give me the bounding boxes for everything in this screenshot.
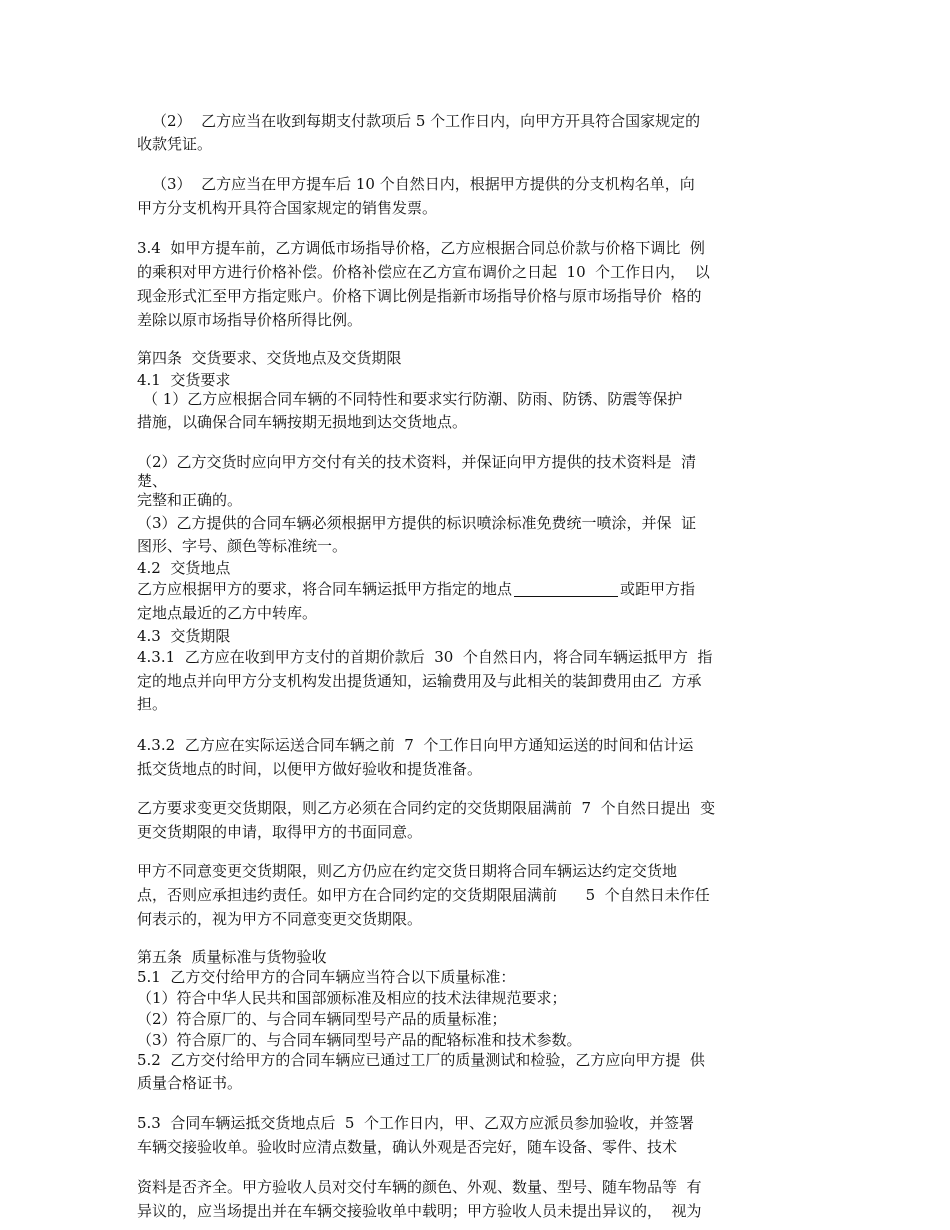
text-line: 4.3.2 乙方应在实际运送合同车辆之前 7 个工作日向甲方通知运送的时间和估计运 <box>137 736 694 754</box>
text-line: 5.3 合同车辆运抵交货地点后 5 个工作日内，甲、乙双方应派员参加验收，并签署 <box>137 1114 695 1132</box>
text-fragment: 或距甲方指 <box>620 580 696 598</box>
text-line: 收款凭证。 <box>137 135 213 153</box>
text-line: 4.3.1 乙方应在收到甲方支付的首期价款后 30 个自然日内，将合同车辆运抵甲方 指 <box>137 648 713 666</box>
text-line: 甲方分支机构开具符合国家规定的销售发票。 <box>137 199 438 217</box>
text-line: 图形、字号、颜色等标准统一。 <box>137 537 348 555</box>
text-line: （ 1）乙方应根据合同车辆的不同特性和要求实行防潮、防雨、防锈、防震等保护 <box>143 390 683 408</box>
text-fragment: 乙方应根据甲方的要求，将合同车辆运抵甲方指定的地点 <box>137 580 513 598</box>
text-line: 甲方不同意变更交货期限，则乙方仍应在约定交货日期将合同车辆运达约定交货地 <box>137 862 678 880</box>
text-line: （2）乙方交货时应向甲方交付有关的技术资料，并保证向甲方提供的技术资料是 清 <box>137 453 697 471</box>
section-heading: 第四条 交货要求、交货地点及交货期限 <box>137 349 402 367</box>
text-line: 现金形式汇至甲方指定账户。价格下调比例是指新市场指导价格与原市场指导价 格的 <box>137 287 702 305</box>
text-line: 5.2 乙方交付给甲方的合同车辆应已通过工厂的质量测试和检验，乙方应向甲方提 供 <box>137 1051 705 1069</box>
text-line: 差除以原市场指导价格所得比例。 <box>137 311 363 329</box>
text-line: （3）乙方提供的合同车辆必须根据甲方提供的标识喷涂标准免费统一喷涂，并保 证 <box>137 514 697 532</box>
text-line: 异议的，应当场提出并在车辆交接验收单中载明；甲方验收人员未提出异议的， 视为 <box>137 1202 702 1220</box>
text-line: 抵交货地点的时间，以便甲方做好验收和提货准备。 <box>137 760 483 778</box>
text-line: （2）符合原厂的、与合同车辆同型号产品的质量标准； <box>137 1010 507 1028</box>
text-line <box>137 578 695 600</box>
subsection-heading: 4.3 交货期限 <box>137 627 231 645</box>
text-line: 更交货期限的申请，取得甲方的书面同意。 <box>137 823 423 841</box>
text-line: 5.1 乙方交付给甲方的合同车辆应当符合以下质量标准： <box>137 968 516 986</box>
text-line: （3） 乙方应当在甲方提车后 10 个自然日内，根据甲方提供的分支机构名单，向 <box>152 175 695 193</box>
text-line: 车辆交接验收单。验收时应清点数量，确认外观是否完好，随车设备、零件、技术 <box>137 1138 678 1156</box>
text-line: （1）符合中华人民共和国部颁标准及相应的技术法律规范要求； <box>137 989 567 1007</box>
text-line: 何表示的，视为甲方不同意变更交货期限。 <box>137 910 423 928</box>
text-line: 资料是否齐全。甲方验收人员对交付车辆的颜色、外观、数量、型号、随车物品等 有 <box>137 1178 702 1196</box>
text-line: 乙方要求变更交货期限，则乙方必须在合同约定的交货期限届满前 7 个自然日提出 变 <box>137 799 716 817</box>
text-line: 楚、 <box>137 472 168 490</box>
text-line: 质量合格证书。 <box>137 1074 243 1092</box>
text-line: （2） 乙方应当在收到每期支付款项后 5 个工作日内，向甲方开具符合国家规定的 <box>152 112 701 130</box>
text-line: （3）符合原厂的、与合同车辆同型号产品的配辂标准和技术参数。 <box>137 1031 582 1049</box>
text-line: 的乘积对甲方进行价格补偿。价格补偿应在乙方宣布调价之日起 10 个工作日内， 以 <box>137 263 710 281</box>
subsection-heading: 4.2 交货地点 <box>137 559 231 577</box>
subsection-heading: 4.1 交货要求 <box>137 371 231 389</box>
text-line: 定的地点并向甲方分支机构发出提货通知，运输费用及与此相关的装卸费用由乙 方承 <box>137 672 702 690</box>
text-line: 定地点最近的乙方中转库。 <box>137 604 318 622</box>
fill-in-blank <box>514 581 618 597</box>
text-line: 措施，以确保合同车辆按期无损地到达交货地点。 <box>137 413 468 431</box>
text-line: 3.4 如甲方提车前，乙方调低市场指导价格，乙方应根据合同总价款与价格下调比 例 <box>137 239 705 257</box>
text-line: 点，否则应承担违约责任。如甲方在合同约定的交货期限届满前 5 个自然日未作任 <box>137 886 710 904</box>
text-line: 完整和正确的。 <box>137 491 243 509</box>
section-heading: 第五条 质量标准与货物验收 <box>137 948 327 966</box>
text-line: 担。 <box>137 695 168 713</box>
